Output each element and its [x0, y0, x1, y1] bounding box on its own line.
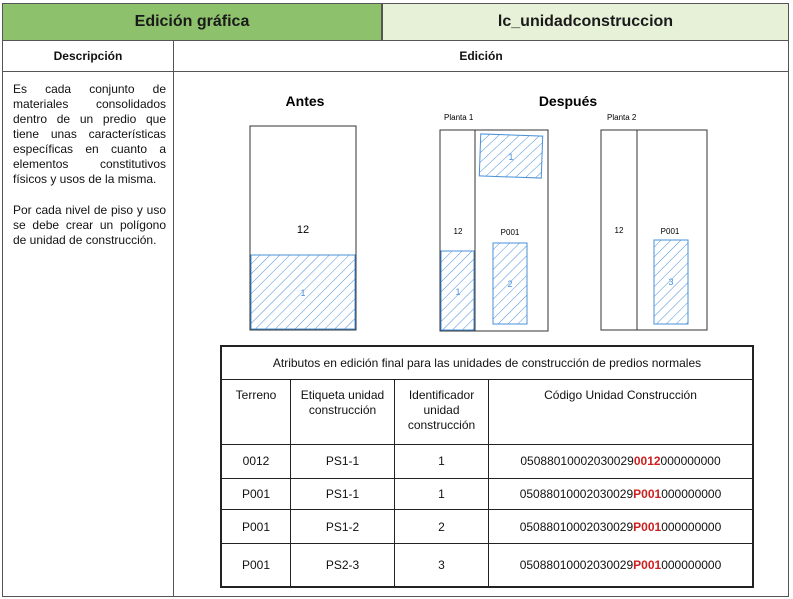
cell-etiqueta: PS2-3 [291, 544, 395, 587]
before-parcel [250, 126, 356, 330]
cell-identificador: 3 [395, 544, 489, 587]
column-header-codigo: Código Unidad Construcción [489, 379, 753, 444]
header-title-right: lc_unidadconstruccion [382, 3, 789, 41]
before-unit-number: 1 [300, 288, 306, 298]
floor-2-left-parcel-number: 12 [614, 226, 624, 235]
before-parcel-number: 12 [296, 224, 310, 236]
table-row [222, 478, 753, 510]
header-title-left: Edición gráfica [2, 3, 382, 41]
floor-2-unit-number: 3 [668, 277, 674, 287]
cell-codigo [489, 544, 753, 587]
cell-terreno: P001 [222, 544, 291, 587]
floor-1-label: Planta 1 [444, 113, 474, 122]
floor-2-label: Planta 2 [607, 113, 637, 122]
cell-codigo [489, 478, 753, 510]
floor-1-parcel [440, 130, 548, 331]
after-title: Después [538, 93, 598, 109]
description-heading: Descripción [2, 41, 174, 72]
attributes-table [220, 345, 754, 588]
code-highlight: P001 [633, 519, 662, 534]
table-row [222, 544, 753, 587]
floor-1-unit-top-number: 1 [508, 152, 514, 162]
cell-terreno: P001 [222, 478, 291, 510]
cell-identificador: 2 [395, 510, 489, 544]
table-row [222, 510, 753, 544]
cell-etiqueta: PS1-1 [291, 445, 395, 479]
code-highlight: P001 [633, 487, 662, 502]
column-header-identificador: Identificador unidad construcción [395, 379, 489, 444]
edition-heading: Edición [174, 41, 789, 72]
code-prefix: 05088010002030029 [519, 519, 634, 534]
floor-1-left-parcel-number: 12 [453, 227, 463, 236]
cell-identificador: 1 [395, 478, 489, 510]
floor-2-parcel [601, 130, 707, 330]
code-suffix: 000000000 [661, 558, 722, 573]
code-highlight: 0012 [633, 454, 661, 469]
before-title: Antes [285, 93, 325, 109]
floor-1-unit-right-number: 2 [507, 279, 513, 289]
description-paragraph-1: Es cada conjunto de materiales consolidados dentro de un predio que tiene unas características específicas en cuanto a elementos constitutivos físicos y usos de la misma. [13, 82, 166, 186]
cell-codigo [489, 445, 753, 479]
code-highlight: P001 [633, 558, 662, 573]
code-suffix: 000000000 [660, 454, 721, 469]
code-prefix: 05088010002030029 [519, 487, 634, 502]
description-paragraph-2: Por cada nivel de piso y uso se debe crear un polígono de unidad de construcción. [13, 203, 166, 247]
cell-codigo [489, 510, 753, 544]
code-prefix: 05088010002030029 [520, 454, 634, 469]
floor-1-unit-left-number: 1 [455, 287, 461, 297]
table-row [222, 445, 753, 479]
cell-etiqueta: PS1-2 [291, 510, 395, 544]
cell-identificador: 1 [395, 445, 489, 479]
floor-2-right-parcel-number: P001 [660, 227, 680, 236]
table-caption: Atributos en edición final para las unidades de construcción de predios normales [222, 347, 753, 380]
code-suffix: 000000000 [661, 519, 722, 534]
column-header-terreno: Terreno [222, 379, 291, 444]
code-prefix: 05088010002030029 [519, 558, 634, 573]
cell-etiqueta: PS1-1 [291, 478, 395, 510]
cell-terreno: 0012 [222, 445, 291, 479]
cell-terreno: P001 [222, 510, 291, 544]
code-suffix: 000000000 [661, 487, 722, 502]
floor-1-right-parcel-number: P001 [500, 228, 520, 237]
column-header-etiqueta: Etiqueta unidad construcción [291, 379, 395, 444]
